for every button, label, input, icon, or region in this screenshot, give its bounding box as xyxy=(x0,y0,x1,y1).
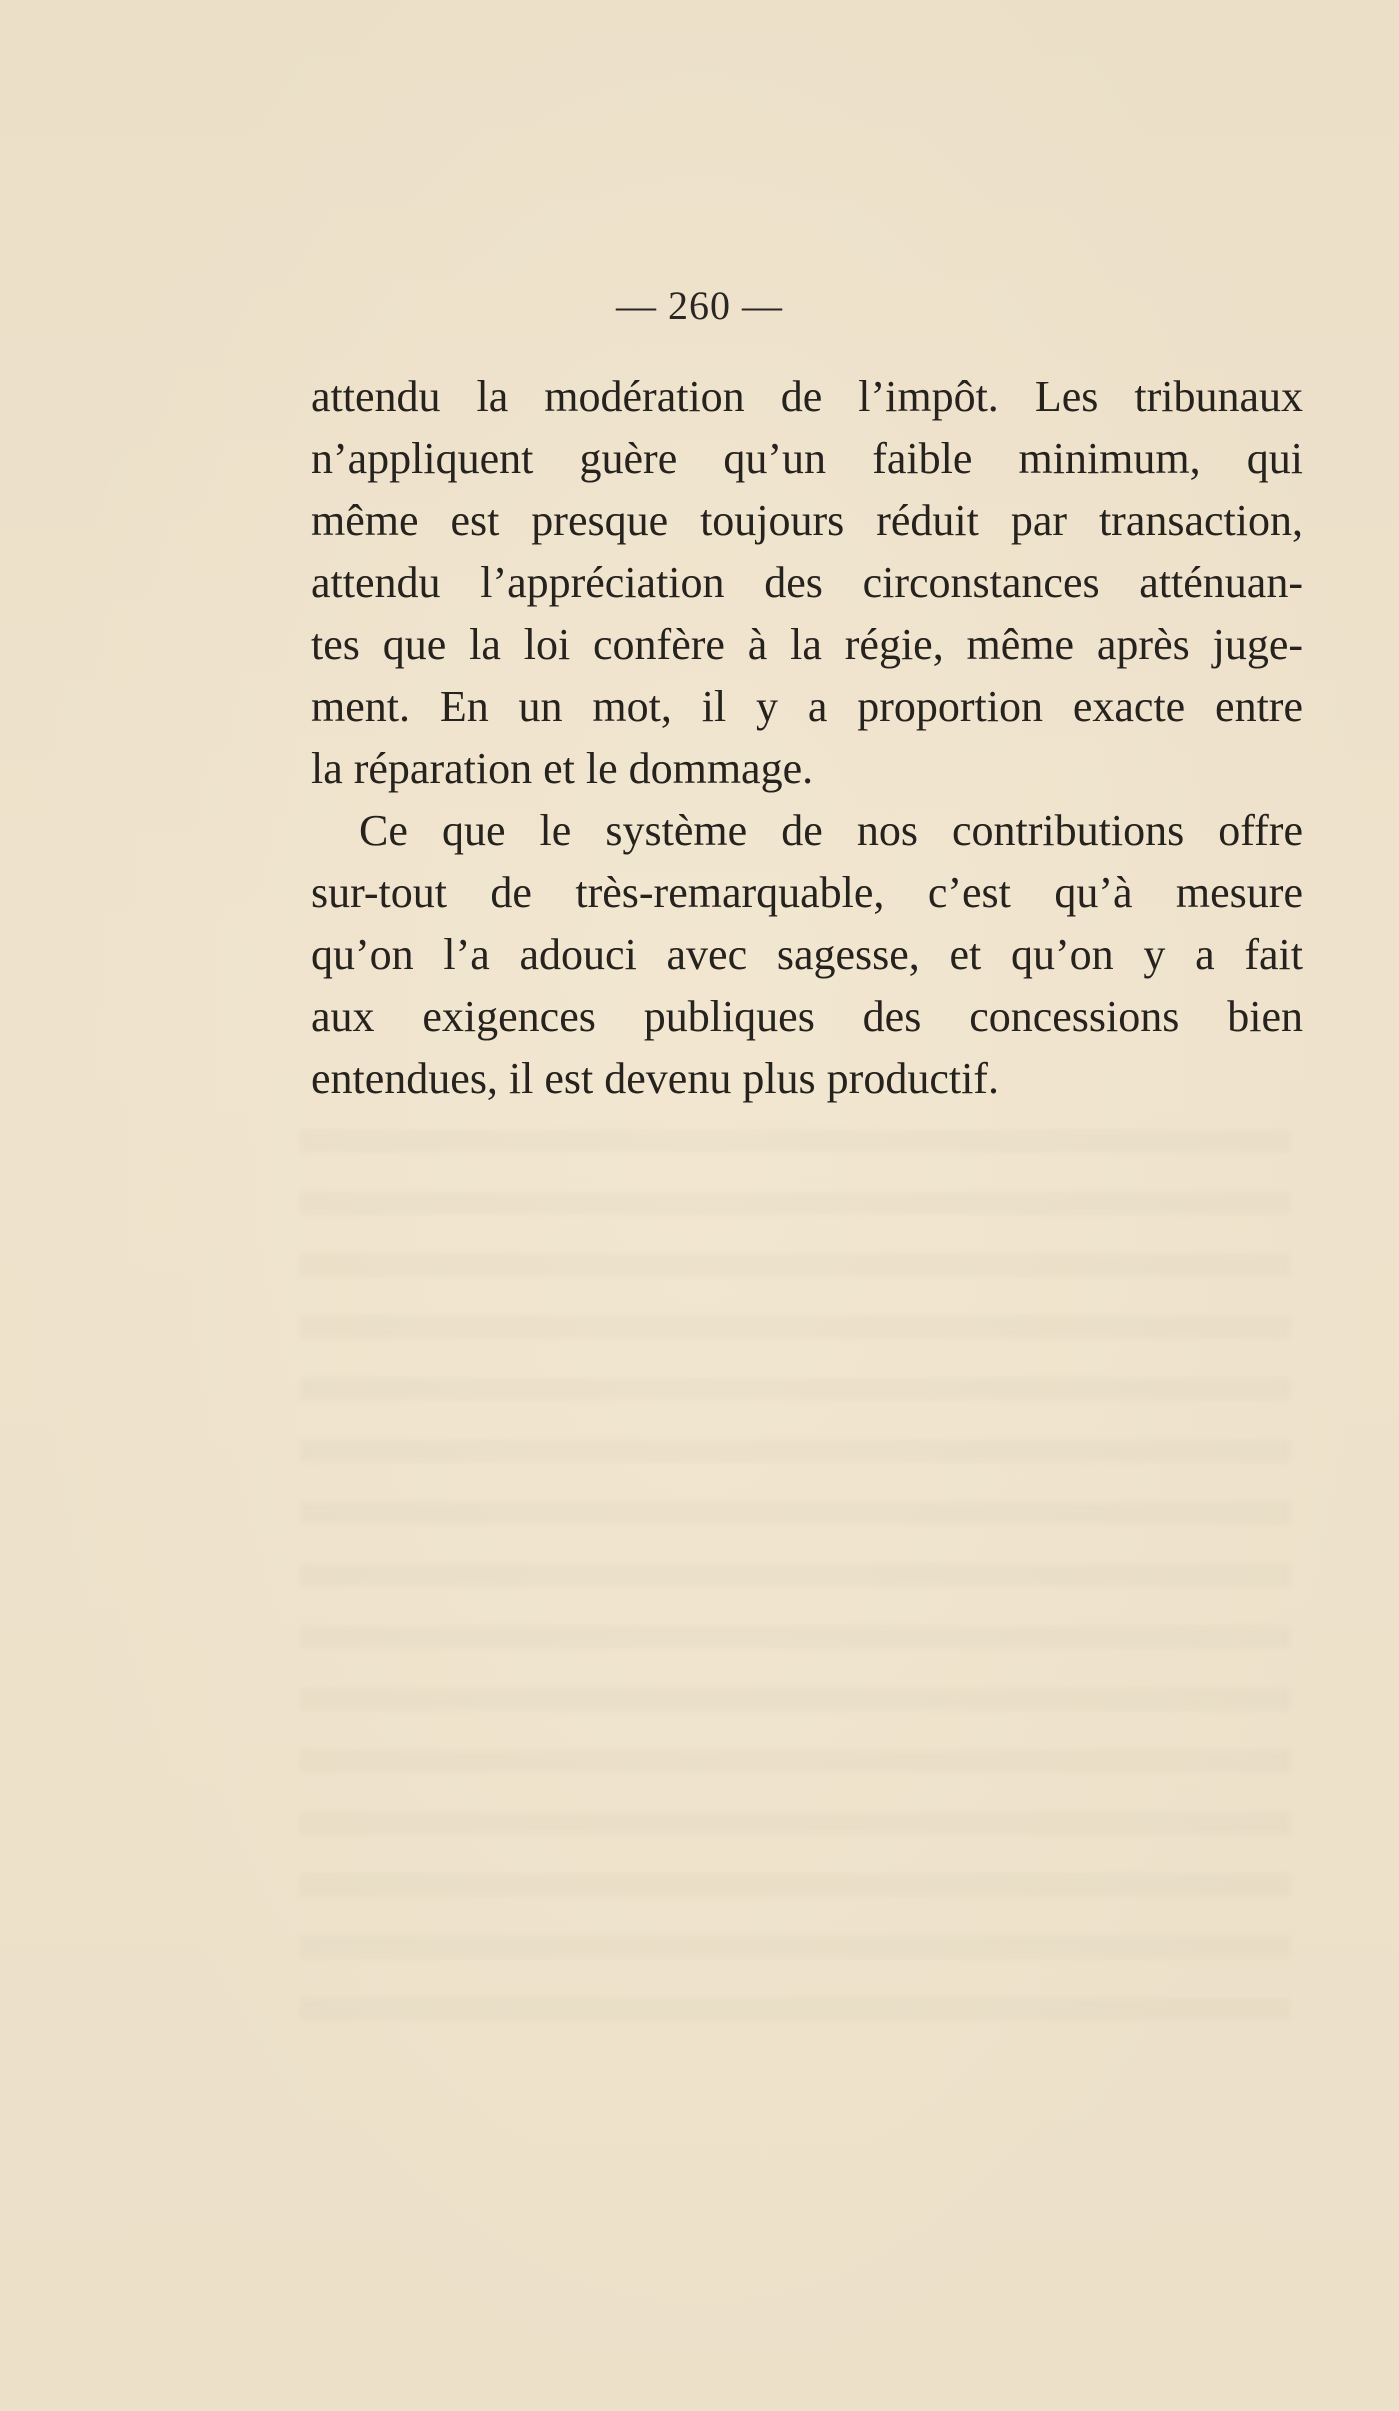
text-line: la réparation et le dommage. xyxy=(311,744,814,793)
text-line: qu’on l’a adouci avec sagesse, et qu’on y a fait xyxy=(311,930,1303,979)
text-line: entendues, il est devenu plus productif. xyxy=(311,1054,999,1103)
paragraph-1 xyxy=(311,366,1303,800)
text-line: ment. En un mot, il y a proportion exacte entre xyxy=(311,682,1303,731)
text-line: sur-tout de très-remarquable, c’est qu’à mesure xyxy=(311,868,1303,917)
text-line: aux exigences publiques des concessions bien xyxy=(311,992,1303,1041)
text-line: tes que la loi confère à la régie, même après juge- xyxy=(311,620,1303,669)
paragraph-2 xyxy=(311,800,1303,1110)
text-line: attendu la modération de l’impôt. Les tribunaux xyxy=(311,372,1303,421)
text-line: même est presque toujours réduit par transaction, xyxy=(311,496,1303,545)
text-line: attendu l’appréciation des circonstances atténuan- xyxy=(311,558,1303,607)
text-line: n’appliquent guère qu’un faible minimum, qui xyxy=(311,434,1303,483)
page-number: — 260 — xyxy=(616,283,783,328)
body-text xyxy=(311,366,1303,1110)
text-line: Ce que le système de nos contributions offre xyxy=(359,806,1303,855)
paper-show-through xyxy=(300,1130,1290,2030)
